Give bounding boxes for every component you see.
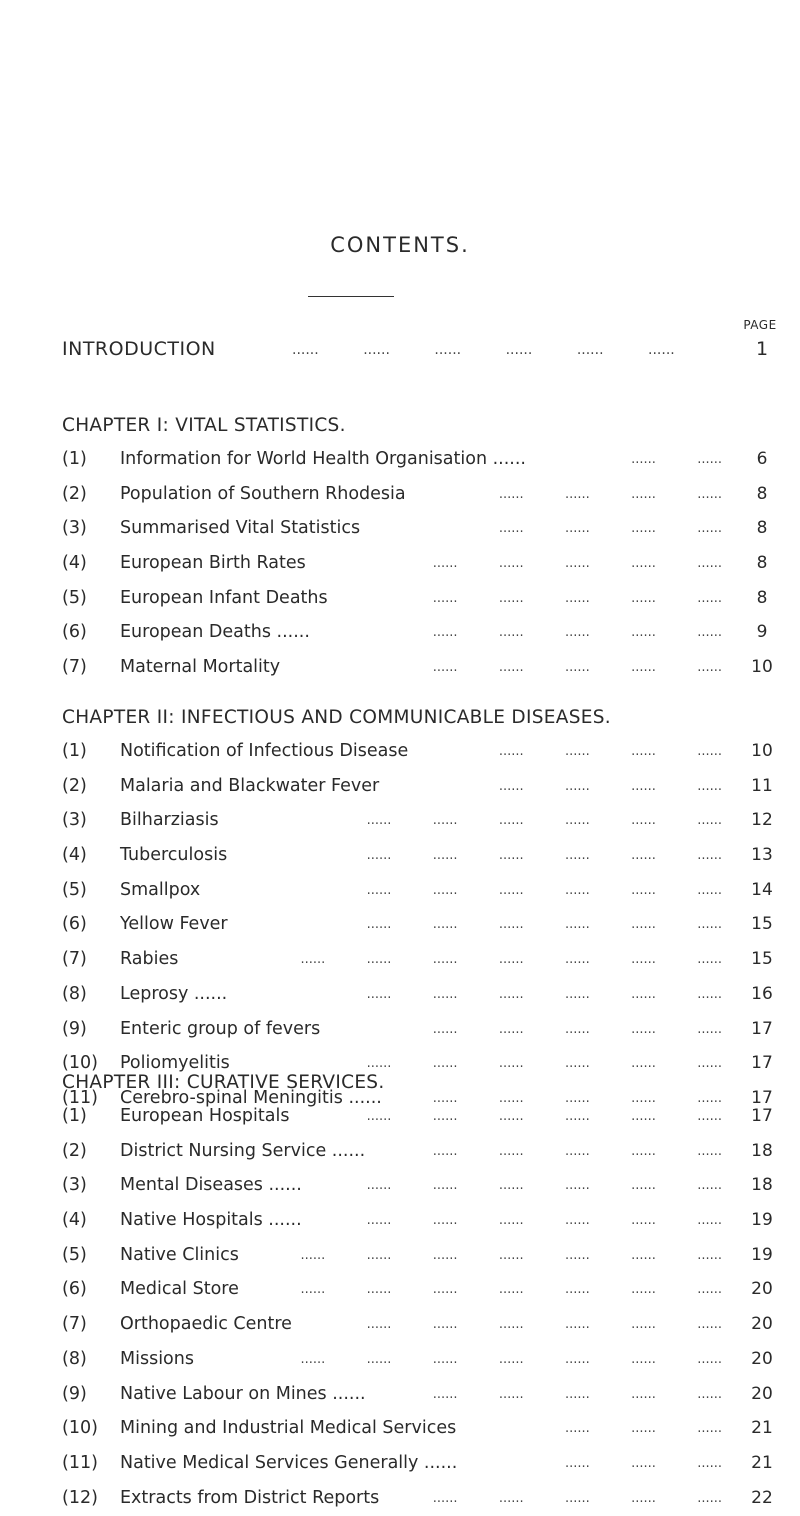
entry-label: Missions — [120, 1348, 194, 1369]
entry-label: Poliomyelitis — [120, 1053, 230, 1074]
entry-leader: ...... ...... ...... ...... — [498, 486, 722, 502]
entry-leader: ...... ...... ...... ...... ...... ...... — [366, 1213, 722, 1229]
entry-leader: ...... ...... ...... ...... ...... — [432, 1386, 722, 1402]
toc-entry[interactable] — [62, 1343, 782, 1378]
chapter-title: CHAPTER II: INFECTIOUS AND COMMUNICABLE DISEASES. — [62, 707, 611, 728]
entry-number: (9) — [62, 1018, 87, 1039]
toc-entry[interactable] — [62, 874, 782, 909]
toc-entry[interactable] — [62, 1308, 782, 1343]
entry-number: (8) — [62, 1348, 87, 1369]
entry-number: (2) — [62, 483, 87, 504]
introduction-label: INTRODUCTION — [62, 338, 216, 360]
toc-entry[interactable] — [62, 943, 782, 978]
toc-entry[interactable] — [62, 804, 782, 839]
entry-number: (5) — [62, 587, 87, 608]
entry-label: European Deaths ...... — [120, 622, 310, 643]
entry-number: (10) — [62, 1418, 98, 1439]
entry-label: European Birth Rates — [120, 553, 306, 574]
toc-entry[interactable] — [62, 1482, 782, 1516]
entry-number: (3) — [62, 810, 87, 831]
entry-number: (7) — [62, 949, 87, 970]
entry-label: European Infant Deaths — [120, 587, 328, 608]
entry-number: (5) — [62, 1244, 87, 1265]
entry-number: (2) — [62, 775, 87, 796]
entry-page: 9 — [756, 622, 768, 643]
toc-entry[interactable] — [62, 478, 782, 513]
entry-leader: ...... ...... ...... ...... ...... ...... ...... — [300, 1282, 722, 1298]
entry-leader: ...... ...... ...... ...... ...... — [432, 556, 722, 572]
entry-page: 16 — [751, 983, 773, 1004]
toc-entry[interactable] — [62, 1169, 782, 1204]
page-title: CONTENTS. — [330, 233, 470, 257]
entry-label: Mining and Industrial Medical Services — [120, 1418, 457, 1439]
entry-number: (8) — [62, 983, 87, 1004]
entry-label: Yellow Fever — [120, 914, 228, 935]
entry-label: Extracts from District Reports — [120, 1487, 380, 1508]
entry-leader: ...... ...... ...... ...... ...... ...... — [366, 1178, 722, 1194]
entry-label: Notification of Infectious Disease — [120, 741, 409, 761]
entry-leader: ...... ...... ...... ...... ...... — [432, 1090, 722, 1106]
entry-page: 22 — [751, 1487, 773, 1508]
entry-label: Orthopaedic Centre — [120, 1314, 292, 1335]
entry-number: (3) — [62, 518, 87, 539]
entry-page: 19 — [751, 1210, 773, 1231]
entry-leader: ...... ...... ...... ...... ...... ...... — [366, 848, 722, 864]
entry-number: (1) — [62, 741, 87, 761]
entry-number: (7) — [62, 657, 87, 678]
entry-page: 8 — [756, 483, 768, 504]
entry-page: 10 — [751, 741, 773, 761]
entry-leader: ...... ...... ...... ...... ...... ...... ...... — [300, 952, 722, 968]
entry-number: (3) — [62, 1175, 87, 1196]
entry-leader: ...... ...... ...... ...... ...... — [432, 1143, 722, 1159]
title-divider — [308, 296, 394, 297]
entry-number: (11) — [62, 1452, 98, 1473]
entry-number: (7) — [62, 1314, 87, 1335]
entry-page: 18 — [751, 1140, 773, 1161]
entry-leader: ...... ...... ...... ...... ...... ...... — [366, 813, 722, 829]
toc-entry[interactable] — [62, 1412, 782, 1447]
toc-entry[interactable] — [62, 735, 782, 770]
chapter-3 — [62, 1072, 782, 1516]
entry-leader: ...... ...... ...... ...... ...... ...... — [366, 1317, 722, 1333]
entry-leader: ...... ...... ...... ...... ...... ...... ...... — [300, 1247, 722, 1263]
entry-label: Tuberculosis — [120, 845, 228, 866]
entry-number: (11) — [62, 1087, 98, 1108]
entry-number: (6) — [62, 622, 87, 643]
entry-label: Native Labour on Mines ...... — [120, 1383, 366, 1404]
entry-page: 20 — [751, 1314, 773, 1335]
entry-label: Summarised Vital Statistics — [120, 518, 361, 539]
entry-label: Malaria and Blackwater Fever — [120, 775, 380, 796]
entry-page: 10 — [751, 657, 773, 678]
entry-number: (9) — [62, 1383, 87, 1404]
entry-leader: ...... ...... — [631, 452, 722, 467]
entry-leader: ...... ...... ...... ...... ...... — [432, 1021, 722, 1037]
entry-label: Native Clinics — [120, 1244, 239, 1265]
toc-entry[interactable] — [62, 839, 782, 874]
toc-entry[interactable] — [62, 651, 782, 686]
toc-entry[interactable] — [62, 1273, 782, 1308]
entry-number: (1) — [62, 1106, 87, 1126]
entry-leader: ...... ...... ...... ...... ...... ...... — [366, 1056, 722, 1072]
chapter-1 — [62, 415, 782, 686]
toc-entry[interactable] — [62, 1447, 782, 1482]
entry-page: 15 — [751, 949, 773, 970]
introduction-leader: ...... ...... ...... ...... ...... ...... — [292, 342, 675, 358]
entry-page: 17 — [751, 1018, 773, 1039]
entry-label: Native Hospitals ...... — [120, 1210, 302, 1231]
entry-number: (6) — [62, 914, 87, 935]
entry-label: Cerebro-spinal Meningitis ...... — [120, 1087, 382, 1108]
toc-entry[interactable] — [62, 1378, 782, 1413]
entry-label: Smallpox — [120, 879, 201, 900]
entry-leader: ...... ...... ...... ...... — [498, 744, 722, 759]
entry-number: (10) — [62, 1053, 98, 1074]
entry-number: (1) — [62, 449, 87, 469]
entry-page: 13 — [751, 845, 773, 866]
toc-entry[interactable] — [62, 443, 782, 478]
introduction-entry[interactable] — [62, 338, 782, 368]
toc-entry[interactable] — [62, 512, 782, 547]
entry-number: (12) — [62, 1487, 98, 1508]
entry-number: (4) — [62, 553, 87, 574]
entry-number: (5) — [62, 879, 87, 900]
entry-leader: ...... ...... ...... ...... ...... — [432, 660, 722, 676]
toc-entry[interactable] — [62, 770, 782, 805]
entry-page: 20 — [751, 1383, 773, 1404]
toc-entry[interactable] — [62, 616, 782, 651]
entry-label: Mental Diseases ...... — [120, 1175, 302, 1196]
entry-leader: ...... ...... ...... ...... ...... — [432, 625, 722, 641]
entry-label: Population of Southern Rhodesia — [120, 483, 406, 504]
entry-number: (2) — [62, 1140, 87, 1161]
entry-page: 17 — [751, 1087, 773, 1108]
toc-entry[interactable] — [62, 1135, 782, 1170]
entry-page: 6 — [756, 449, 768, 469]
entry-page: 18 — [751, 1175, 773, 1196]
introduction-page: 1 — [755, 338, 769, 360]
entry-number: (4) — [62, 845, 87, 866]
entry-page: 14 — [751, 879, 773, 900]
entry-label: Bilharziasis — [120, 810, 219, 831]
entry-leader: ...... ...... ...... ...... ...... — [432, 590, 722, 606]
entry-label: Medical Store — [120, 1279, 239, 1300]
chapter-title: CHAPTER I: VITAL STATISTICS. — [62, 415, 346, 436]
entry-leader: ...... ...... ...... ...... — [498, 521, 722, 537]
entry-label: Leprosy ...... — [120, 983, 228, 1004]
entry-label: District Nursing Service ...... — [120, 1140, 366, 1161]
entry-leader: ...... ...... ...... — [564, 1455, 722, 1471]
entry-leader: ...... ...... ...... ...... ...... ...... — [366, 917, 722, 933]
toc-entry[interactable] — [62, 978, 782, 1013]
entry-leader: ...... ...... ...... ...... — [498, 778, 722, 794]
entry-page: 21 — [751, 1452, 773, 1473]
toc-entry[interactable] — [62, 1204, 782, 1239]
entry-leader: ...... ...... ...... — [564, 1421, 722, 1437]
chapter-title: CHAPTER III: CURATIVE SERVICES. — [62, 1072, 385, 1093]
toc-entry[interactable] — [62, 582, 782, 617]
toc-entry[interactable] — [62, 908, 782, 943]
entry-label: Maternal Mortality — [120, 657, 281, 678]
toc-entry[interactable] — [62, 1013, 782, 1048]
entry-number: (4) — [62, 1210, 87, 1231]
entry-page: 21 — [751, 1418, 773, 1439]
entry-page: 17 — [751, 1106, 773, 1126]
entry-page: 20 — [751, 1279, 773, 1300]
entry-page: 8 — [756, 553, 768, 574]
toc-entry[interactable] — [62, 1100, 782, 1135]
entry-leader: ...... ...... ...... ...... ...... — [432, 1490, 722, 1506]
entry-label: Native Medical Services Generally ...... — [120, 1452, 458, 1473]
entry-label: European Hospitals — [120, 1106, 290, 1126]
entry-leader: ...... ...... ...... ...... ...... ...... ...... — [300, 1351, 722, 1367]
entry-leader: ...... ...... ...... ...... ...... ...... — [366, 882, 722, 898]
entry-number: (6) — [62, 1279, 87, 1300]
entry-page: 15 — [751, 914, 773, 935]
page-column-heading: PAGE — [743, 318, 777, 332]
entry-label: Enteric group of fevers — [120, 1018, 321, 1039]
entry-leader: ...... ...... ...... ...... ...... ...... — [366, 1109, 722, 1124]
entry-page: 8 — [756, 587, 768, 608]
entry-page: 8 — [756, 518, 768, 539]
entry-page: 20 — [751, 1348, 773, 1369]
toc-entry[interactable] — [62, 547, 782, 582]
entry-page: 19 — [751, 1244, 773, 1265]
entry-page: 17 — [751, 1053, 773, 1074]
toc-entry[interactable] — [62, 1239, 782, 1274]
entry-label: Information for World Health Organisation ...... — [120, 449, 526, 469]
entry-page: 12 — [751, 810, 773, 831]
entry-leader: ...... ...... ...... ...... ...... ...... — [366, 986, 722, 1002]
chapter-2 — [62, 707, 782, 1117]
entry-label: Rabies — [120, 949, 179, 970]
entry-page: 11 — [751, 775, 773, 796]
